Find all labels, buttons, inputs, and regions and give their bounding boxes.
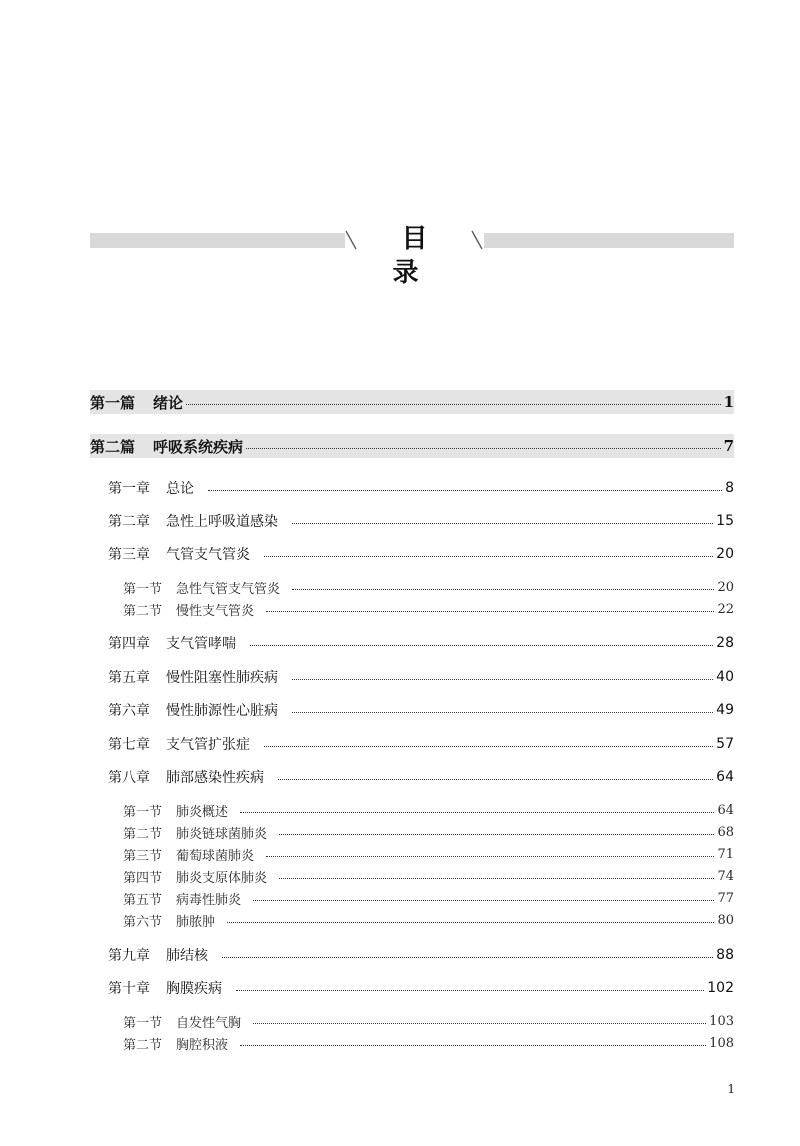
title-band-right-bar xyxy=(484,233,734,248)
toc-dot-leader xyxy=(186,404,721,405)
toc-chapter-entry[interactable] xyxy=(108,478,734,498)
toc-entry-title: 病毒性肺炎 xyxy=(176,892,242,908)
toc-entry-label: 第二节 xyxy=(123,603,163,619)
toc-dot-leader xyxy=(264,556,713,557)
toc-dot-leader xyxy=(250,645,713,646)
toc-entry-title: 气管支气管炎 xyxy=(166,547,250,563)
toc-entry-label: 第二节 xyxy=(123,826,163,842)
toc-dot-leader xyxy=(253,1023,706,1024)
toc-entry-title: 慢性肺源性心脏病 xyxy=(166,703,278,719)
toc-entry-label: 第五章 xyxy=(108,670,150,686)
toc-entry-title: 慢性阻塞性肺疾病 xyxy=(166,670,278,686)
toc-entry-page: 71 xyxy=(717,846,734,862)
toc-dot-leader xyxy=(253,900,714,901)
toc-dot-leader xyxy=(278,779,713,780)
toc-chapter-entry[interactable] xyxy=(108,978,734,998)
toc-entry-title: 葡萄球菌肺炎 xyxy=(176,848,255,864)
toc-entry-label: 第一章 xyxy=(108,481,150,497)
toc-entry-label: 第七章 xyxy=(108,737,150,753)
toc-entry-title: 胸腔积液 xyxy=(176,1037,229,1053)
toc-entry-label: 第九章 xyxy=(108,948,150,964)
toc-chapter-entry[interactable] xyxy=(108,511,734,531)
toc-chapter-entry[interactable] xyxy=(108,667,734,687)
toc-entry-label: 第一节 xyxy=(123,581,163,597)
toc-dot-leader xyxy=(279,834,714,835)
toc-entry-page: 88 xyxy=(716,947,734,963)
toc-chapter-entry[interactable] xyxy=(108,945,734,965)
title-band-left-bar xyxy=(90,233,345,248)
toc-chapter-entry[interactable] xyxy=(108,767,734,787)
toc-entry-title: 呼吸系统疾病 xyxy=(153,437,244,456)
toc-entry-title: 急性上呼吸道感染 xyxy=(166,514,278,530)
toc-entry-label: 第一篇 xyxy=(90,393,136,412)
toc-entry-page: 77 xyxy=(717,890,734,906)
toc-section-entry[interactable] xyxy=(123,867,734,885)
toc-entry-title: 绪论 xyxy=(153,393,184,412)
toc-section-entry[interactable] xyxy=(123,823,734,841)
toc-dot-leader xyxy=(279,878,714,879)
toc-entry-label: 第二篇 xyxy=(90,437,136,456)
toc-entry-title: 肺结核 xyxy=(166,948,208,964)
toc-section-entry[interactable] xyxy=(123,578,734,596)
toc-entry-label: 第三节 xyxy=(123,848,163,864)
toc-entry-page: 108 xyxy=(709,1035,734,1051)
toc-entry-label: 第六节 xyxy=(123,914,163,930)
toc-part-entry[interactable] xyxy=(90,434,734,458)
toc-title-band xyxy=(90,224,734,288)
toc-entry-page: 8 xyxy=(725,480,734,496)
toc-entry-label: 第六章 xyxy=(108,703,150,719)
toc-entry-page: 103 xyxy=(709,1013,734,1029)
toc-dot-leader xyxy=(240,812,714,813)
toc-entry-label: 第五节 xyxy=(123,892,163,908)
toc-dot-leader xyxy=(246,448,721,449)
toc-entry-page: 102 xyxy=(707,980,734,996)
toc-entry-page: 15 xyxy=(716,513,734,529)
toc-entry-title: 肺脓肿 xyxy=(176,914,216,930)
toc-entry-title: 支气管哮喘 xyxy=(166,636,236,652)
toc-entry-title: 慢性支气管炎 xyxy=(176,603,255,619)
toc-entry-page: 40 xyxy=(716,669,734,685)
toc-dot-leader xyxy=(222,957,713,958)
toc-section-entry[interactable] xyxy=(123,845,734,863)
toc-entry-label: 第一节 xyxy=(123,1015,163,1031)
toc-section-entry[interactable] xyxy=(123,801,734,819)
title-slash-left-icon xyxy=(344,228,358,252)
toc-dot-leader xyxy=(227,922,714,923)
toc-dot-leader xyxy=(292,523,713,524)
toc-section-entry[interactable] xyxy=(123,600,734,618)
toc-entry-page: 7 xyxy=(723,437,734,455)
toc-entry-page: 22 xyxy=(717,601,734,617)
toc-section-entry[interactable] xyxy=(123,1034,734,1052)
toc-dot-leader xyxy=(292,589,714,590)
toc-entry-title: 支气管扩张症 xyxy=(166,737,250,753)
toc-part-entry[interactable] xyxy=(90,390,734,414)
toc-entry-label: 第八章 xyxy=(108,770,150,786)
toc-section-entry[interactable] xyxy=(123,911,734,929)
toc-entry-label: 第二章 xyxy=(108,514,150,530)
toc-entry-title: 急性气管支气管炎 xyxy=(176,581,281,597)
toc-dot-leader xyxy=(266,856,714,857)
toc-entry-page: 64 xyxy=(717,802,734,818)
toc-dot-leader xyxy=(236,990,704,991)
page-title: 目 录 xyxy=(392,224,446,288)
toc-entry-label: 第一节 xyxy=(123,804,163,820)
toc-entry-page: 1 xyxy=(723,393,734,411)
toc-entry-label: 第四节 xyxy=(123,870,163,886)
toc-entry-label: 第三章 xyxy=(108,547,150,563)
toc-chapter-entry[interactable] xyxy=(108,633,734,653)
toc-entry-page: 64 xyxy=(716,769,734,785)
toc-dot-leader xyxy=(266,611,714,612)
toc-entry-title: 肺部感染性疾病 xyxy=(166,770,264,786)
toc-entry-label: 第四章 xyxy=(108,636,150,652)
toc-chapter-entry[interactable] xyxy=(108,734,734,754)
page-number: 1 xyxy=(727,1082,735,1096)
toc-entry-title: 总论 xyxy=(166,481,194,497)
toc-entry-page: 57 xyxy=(716,736,734,752)
toc-entry-page: 74 xyxy=(717,868,734,884)
toc-chapter-entry[interactable] xyxy=(108,700,734,720)
toc-entry-page: 20 xyxy=(716,546,734,562)
toc-entry-title: 肺炎支原体肺炎 xyxy=(176,870,268,886)
toc-dot-leader xyxy=(292,679,713,680)
toc-entry-label: 第十章 xyxy=(108,981,150,997)
toc-entry-page: 80 xyxy=(717,912,734,928)
toc-entry-label: 第二节 xyxy=(123,1037,163,1053)
toc-entry-page: 20 xyxy=(717,579,734,595)
toc-dot-leader xyxy=(240,1045,706,1046)
toc-entry-title: 肺炎概述 xyxy=(176,804,229,820)
toc-chapter-entry[interactable] xyxy=(108,544,734,564)
toc-section-entry[interactable] xyxy=(123,1012,734,1030)
toc-entry-title: 胸膜疾病 xyxy=(166,981,222,997)
toc-entry-title: 肺炎链球菌肺炎 xyxy=(176,826,268,842)
toc-entry-page: 49 xyxy=(716,702,734,718)
toc-entry-title: 自发性气胸 xyxy=(176,1015,242,1031)
toc-dot-leader xyxy=(264,746,713,747)
toc-entry-page: 68 xyxy=(717,824,734,840)
title-slash-right-icon xyxy=(470,228,484,252)
toc-dot-leader xyxy=(292,712,713,713)
toc-dot-leader xyxy=(208,490,722,491)
toc-entry-page: 28 xyxy=(716,635,734,651)
toc-section-entry[interactable] xyxy=(123,889,734,907)
